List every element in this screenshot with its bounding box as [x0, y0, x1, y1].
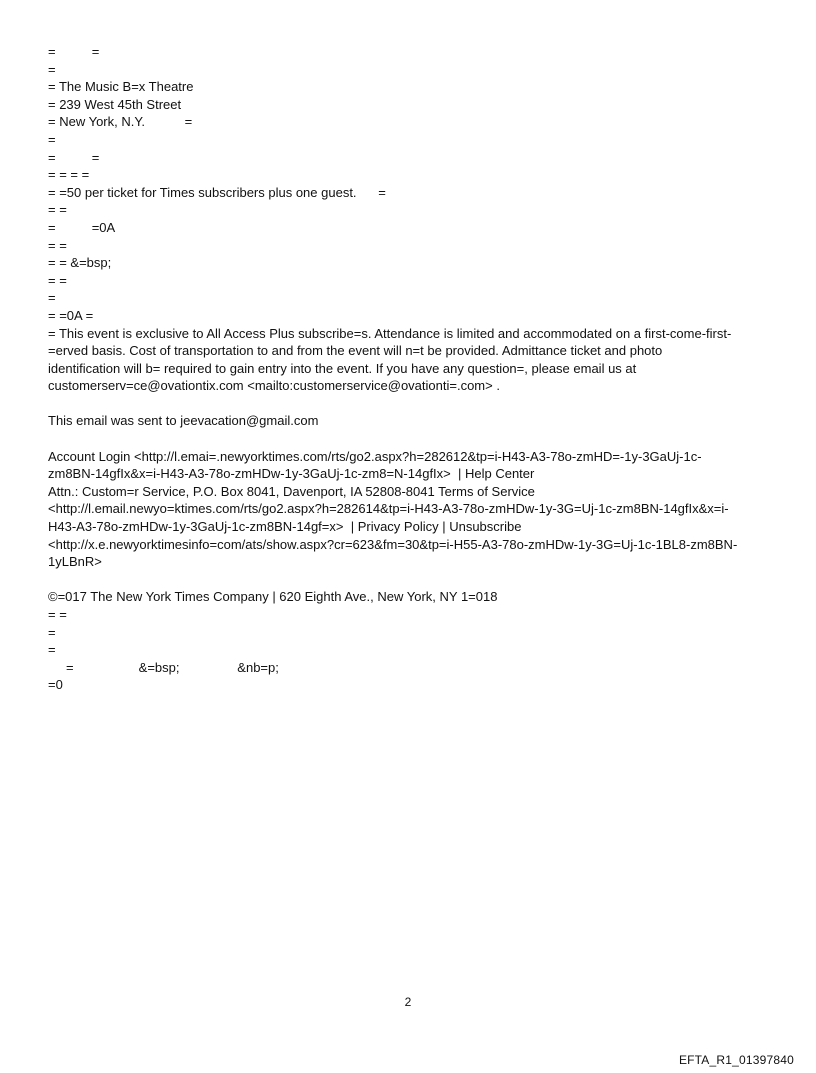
text-line: = =: [48, 237, 67, 253]
text-line: =: [48, 290, 56, 306]
sent-to-line: This email was sent to jeevacation@gmail.com: [48, 413, 319, 429]
text-line: =: [48, 624, 56, 640]
header-lines: [48, 43, 768, 325]
footer-links: Account Login <http://l.emai=.newyorktimes.com/rts/go2.aspx?h=282612&tp=i-H43-A3-78o-zmHD=-1y-3GaUj-1c- zm8BN-14gfIx&x=i-H43-A3-78o-zmHDw-1y-3GaUj-1c-zm8=N-14gfIx> | Help Center Attn.: Custom=r Service, P.O. Box 8041, Davenport, IA 52808-8041 Terms of Service <http://l.email.newyo=ktimes.com/rts/go2.aspx?h=282614&tp=i-H43-A3-78o-zmHDw-1y-3G=Uj-1c-zm8BN-14gfIx&x=i- H43-A3-78o-zmHDw-1y-3GaUj-1c-zm8BN-14gf=x> | Privacy Policy | Unsubscribe <http://x.e.newyorktimesinfo=com/ats/show.aspx?cr=623&fm=30&tp=i-H55-A3-78o-zmHDw-1y-3G=Uj-1c-1BL8-zm8BN- 1yLBnR>: [48, 448, 738, 570]
spacer: [48, 430, 768, 448]
text-line: =0: [48, 677, 63, 693]
spacer: [48, 571, 768, 589]
trailer-lines: [48, 606, 768, 694]
text-line: = =0A: [48, 219, 116, 235]
venue-name: = The Music B=x Theatre: [48, 79, 194, 95]
page-number: 2: [404, 995, 412, 1009]
spacer: [48, 395, 768, 413]
venue-street: = 239 West 45th Street: [48, 96, 182, 112]
text-line: =: [48, 642, 56, 658]
document-id: EFTA_R1_01397840: [678, 1053, 794, 1067]
ticket-price: = =50 per ticket for Times subscribers plus one guest. =: [48, 184, 386, 200]
copyright-line: ©=017 The New York Times Company | 620 Eighth Ave., New York, NY 1=018: [48, 589, 498, 605]
text-line: = =0A =: [48, 307, 94, 323]
text-line: = =: [48, 202, 67, 218]
text-line: = =: [48, 607, 67, 622]
exclusive-notice: = This event is exclusive to All Access Plus subscribe=s. Attendance is limited and accommodated on a first-come-first- =erved basis. Cost of transportation to and from the event will n=t be provided. Admittance ticket and photo identification will b= required to gain entry into the event. If you have any question=, please email us at customerserv=ce@ovationtix.com <mailto:customerservice@ovationti=.com> .: [48, 325, 732, 394]
text-line: = = &=bsp;: [48, 255, 112, 271]
text-line: = =: [48, 272, 67, 288]
text-line: =: [48, 131, 56, 147]
text-line: = = = =: [48, 167, 90, 183]
email-body: [48, 43, 768, 694]
text-line: = =: [48, 44, 100, 59]
text-line: = &=bsp; &nb=p;: [48, 659, 279, 675]
text-line: =: [48, 61, 56, 77]
text-line: = =: [48, 149, 100, 165]
venue-city: = New York, N.Y. =: [48, 114, 193, 130]
